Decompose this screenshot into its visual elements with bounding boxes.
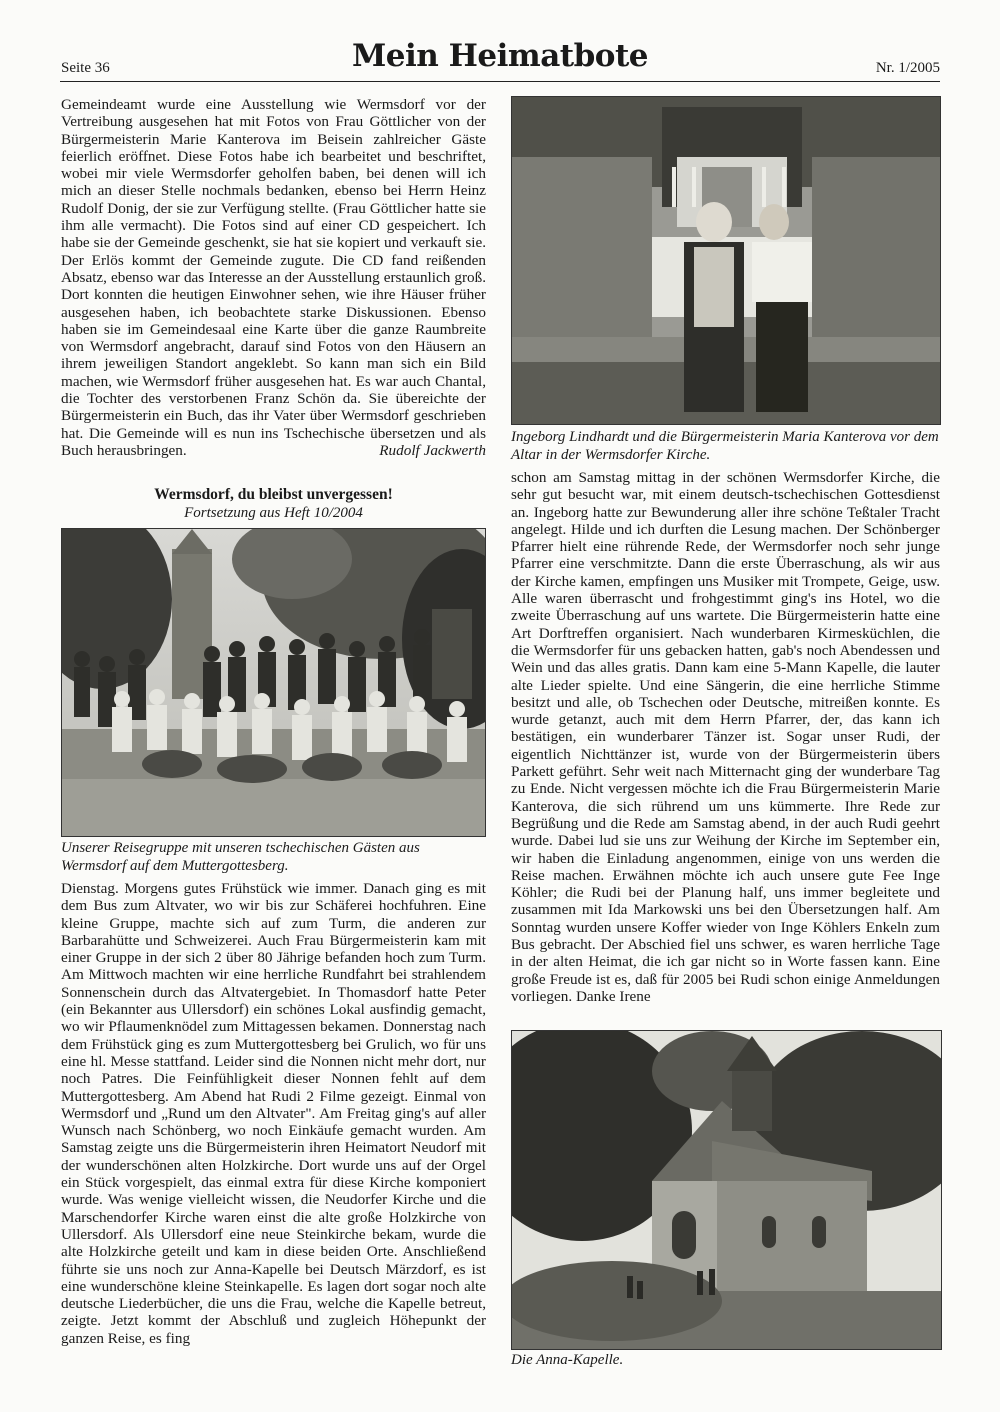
chapel-photo-image	[512, 1031, 941, 1349]
altar-photo	[511, 96, 941, 425]
page-number: Seite 36	[61, 60, 110, 76]
issue-number: Nr. 1/2005	[875, 60, 940, 76]
article-body-left	[61, 880, 486, 1347]
altar-photo-caption: Ingeborg Lindhardt und die Bürgermeisterin Maria Kanterova vor dem Altar in der Wermsdorfer Kirche.	[511, 429, 939, 463]
article-headline: Wermsdorf, du bleibst unvergessen!	[154, 486, 393, 503]
header-rule	[60, 81, 940, 82]
intro-text: Gemeindeamt wurde eine Ausstellung wie Wermsdorf vor der Vertreibung ausgesehen hat mit Fotos von Frau Göttlicher von der Bürgermeisterin Marie Kanterova im Beisein zahlreicher Gäste feierlich eröffnet. Diese Fotos habe ich bearbeitet und beschriftet, wobei mir viele Wermsdorfer geholfen baben, bei denen will ich mich an dieser Stelle nochmals bedanken, ebenso bei Herrn Heinz Rudolf Donig, der sie zur Verfügung stellte. (Frau Göttlicher hatte sie ihm alle vermacht). Die Fotos sind auf einer CD gespeichert. Ich habe sie der Gemeinde geschenkt, sie hat sie kopiert und verkauft sie. Der Erlös kommt der Gemeinde zugute. Die CD fand reißenden Absatz, ebenso war das Interesse an der Ausstellung erstaunlich groß. Dort konnten die heutigen Einwohner sehen, wie ihre Häuser früher ausgesehen haben, ich beobachtete starke Diskussionen. Ebenso haben sie im Gemeindesaal eine Karte über die ganze Raumbreite von Wermsdorf angebracht, darauf sind Fotos von den Häusern an ihrem jeweiligen Standort angeklebt. So kann man sich ein Bild machen, wie Wermsdorf früher ausgesehen hat. Es war auch Chantal, die Tochter des verstorbenen Franz Schön da. Sie übereichte der Bürgermeisterin ein Buch, das ihr Vater über Wermsdorf geschrieben hat. Die Gemeinde will es nun ins Tschechische übersetzen und als Buch herausbringen.	[61, 96, 486, 459]
intro-article	[61, 96, 486, 459]
right-body-text: schon am Samstag mittag in der schönen Wermsdorfer Kirche, die sehr gut besucht war, mit einem deutsch-tschechischen Gottesdienst an. Ingeborg hatte zur Bewunderung aller ihre schöne Teßtaler Tracht angelegt. Hilde und ich durften die Lesung machen. Der Schönberger Pfarrer hielt eine rührende Rede, der Wermsdorfer noch sehr junge Pfarrer eine verschmitzte. Dann die erste Überraschung, als wir aus der Kirche kamen, empfingen uns Musiker mit Trompete, Geige, usw. Alle waren überrascht und frohgestimmt ging's ins Hotel, wo die zweite Überraschung auf uns wartete. Die Bürgermeisterin hatte eine Art Dorftreffen organisiert. Nach wunderbaren Kirmesküchlen, die die Wermsdorfer für uns gebacken hatten, gab's noch Abendessen und Wein und das alles gratis. Dann kam eine 5-Mann Kapelle, die lauter alte Lieder spielte. Und eine Sängerin, die eine herrliche Stimme besitzt und alle, ob Tschechen oder Deutsche, mitreißen konnte. Es wurde getanzt, auch mit dem Herrn Pfarrer, der, das kann ich bestätigen, ein wunderbarer Tänzer ist. Sogar unser Rudi, der eigentlich Nichttänzer ist, wurde von der Bürgermeisterin übers Parkett geführt. Sehr weit nach Mitternacht ging der wunderbare Tag zu Ende. Nicht vergessen möchte ich die Frau Bürgermeisterin Marie Kanterova, die sich rührend um uns kümmerte. Ihre Rede zur Begrüßung und die Rede am Samstag abend, in der auch Rudi geehrt wurde. Dabei lud sie uns zur Weihung der Kirche im September ein, wir haben die Einladung angenommen, einige von uns werden die Reise machen. Erwähnen möchte ich auch unsere gute Fee Inge Köhler; die Rudi bei der Planung half, uns immer begleitete und zusammen mit Ida Markowski uns bei den Übersetzungen half. Am Sonntag wurden unsere Koffer wieder von Inge Köhlers Enkeln zum Bus gebracht. Der Abschied fiel uns schwer, es waren herrliche Tage in der alten Heimat, die ich gar nicht so in Worte fassen kann. Eine große Freude ist es, daß für 2005 bei Rudi schon einige Anmeldungen vorliegen. Danke Irene	[511, 469, 940, 1005]
article-body-right	[511, 469, 940, 1005]
chapel-photo-caption: Die Anna-Kapelle.	[511, 1352, 624, 1368]
article-subhead: Fortsetzung aus Heft 10/2004	[184, 505, 363, 521]
group-photo-caption: Unserer Reisegruppe mit unseren tschechischen Gästen aus Wermsdorf auf dem Muttergottesberg.	[61, 840, 420, 874]
article-heading	[61, 486, 486, 522]
group-photo-image	[62, 529, 485, 836]
intro-signature: Rudolf Jackwerth	[379, 441, 486, 459]
left-body-text: Dienstag. Morgens gutes Frühstück wie immer. Danach ging es mit dem Bus zum Altvater, wo wir bis zur Schäferei hochfuhren. Eine kleine Gruppe, machte sich auf zum Turm, die anderen zur Barbarahütte und Schweizerei. Auch Frau Bürgermeisterin kam mit einer Gruppe in der sich 2 über 80 Jährige befanden hoch zum Turm. Am Mittwoch machten wir eine herrliche Rundfahrt bei strahlendem Sonnenschein durch das Altvatergebiet. In Thomasdorf hatte Peter (ein Bekannter aus Ullersdorf) ein schönes Lokal ausfindig gemacht, wo wir Pflaumenknödel zum Mittagessen bekamen. Donnerstag nach dem Frühstück ging es zum Muttergottesberg bei Grulich, wo für uns eine hl. Messe stattfand. Leider sind die Nonnen nicht mehr dort, nur noch Patres. Die Feinfühligkeit dieser Nonnen fehlt auf dem Muttergottesberg. Am Abend hat Rudi 2 Filme gezeigt. Einmal von Wermsdorf und „Rund um den Altvater". Am Freitag ging's auf aller Wunsch nach Schönberg, wo noch Einkäufe gemacht wurden. Am Samstag zeigte uns die Bürgermeisterin ihren Heimatort Neudorf mit der wunderschönen alten Holzkirche. Dort wurde uns auf der Orgel ein Stück vorgespielt, das einmal extra für diese Kirche komponiert wurde. Was wenige vielleicht wissen, die Neudorfer Kirche und die Marschendorfer Kirche waren einst die alte große Holzkirche von Ullersdorf. Als Ullersdorf eine neue Steinkirche bekam, wurde die alte Holzkirche geteilt und kam in diese beiden Orte. Anschließend führte sie uns noch zur Anna-Kapelle bei Deutsch Märzdorf, es ist eine wunderschöne kleine Steinkapelle. Es lagen dort sogar noch alte deutsche Liederbücher, die uns die Frau, welche die Kapelle betreut, zeigte. Jetzt kommt der Abschluß und zugleich Höhepunkt der ganzen Reise, es fing	[61, 880, 486, 1347]
altar-photo-image	[512, 97, 940, 424]
chapel-photo	[511, 1030, 942, 1350]
group-photo	[61, 528, 486, 837]
masthead-title: Mein Heimatbote	[351, 38, 649, 74]
